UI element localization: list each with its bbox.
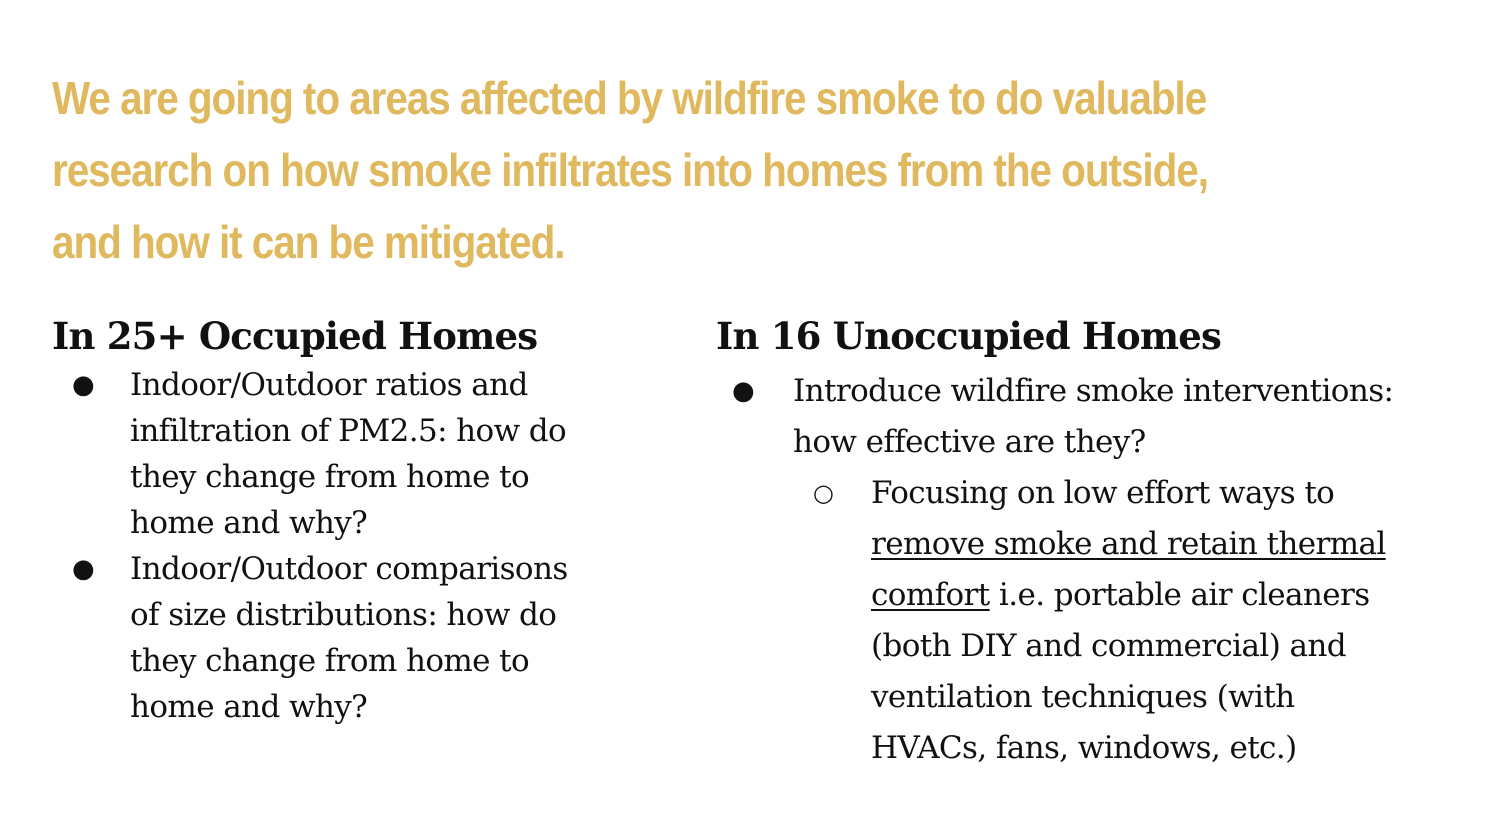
bullet-line: Indoor/Outdoor ratios and	[130, 367, 528, 403]
filled-bullet-icon: ●	[72, 554, 95, 584]
sub-bullet-line: (both DIY and commercial) and	[871, 628, 1346, 664]
list-item	[52, 362, 672, 546]
unoccupied-homes-heading: In 16 Unoccupied Homes	[716, 314, 1222, 358]
list-item	[716, 366, 1486, 774]
sub-bullet-line: ventilation techniques (with	[871, 679, 1295, 715]
bullet-line: Introduce wildfire smoke interventions:	[793, 373, 1394, 409]
bullet-line: Indoor/Outdoor comparisons	[130, 551, 568, 587]
occupied-homes-bullet-list	[52, 362, 672, 730]
headline-line-1: We are going to areas affected by wildfire smoke to do valuable	[52, 72, 1207, 124]
sub-bullet-line: i.e. portable air cleaners	[989, 577, 1370, 613]
filled-bullet-icon: ●	[732, 376, 755, 406]
hollow-bullet-icon: ○	[812, 479, 834, 507]
bullet-line: home and why?	[130, 689, 368, 725]
occupied-homes-heading: In 25+ Occupied Homes	[52, 314, 538, 358]
bullet-line: they change from home to	[130, 459, 530, 495]
headline-line-2: research on how smoke infiltrates into homes from the outside,	[52, 144, 1208, 196]
list-item	[52, 546, 672, 730]
headline	[52, 62, 1302, 278]
underlined-phrase: comfort	[871, 577, 990, 613]
bullet-line: infiltration of PM2.5: how do	[130, 413, 567, 449]
bullet-line: home and why?	[130, 505, 368, 541]
sub-bullet-line: Focusing on low effort ways to	[871, 475, 1335, 511]
underlined-phrase: remove smoke and retain thermal	[871, 526, 1386, 562]
filled-bullet-icon: ●	[72, 370, 95, 400]
unoccupied-homes-bullet-list	[716, 366, 1486, 774]
unoccupied-homes-column	[716, 310, 1486, 774]
list-item	[793, 468, 1486, 774]
sub-bullet-list	[793, 468, 1486, 774]
occupied-homes-column	[52, 310, 672, 730]
bullet-line: how effective are they?	[793, 424, 1146, 460]
bullet-line: of size distributions: how do	[130, 597, 557, 633]
bullet-line: they change from home to	[130, 643, 530, 679]
headline-line-3: and how it can be mitigated.	[52, 216, 565, 268]
sub-bullet-line: HVACs, fans, windows, etc.)	[871, 730, 1297, 766]
